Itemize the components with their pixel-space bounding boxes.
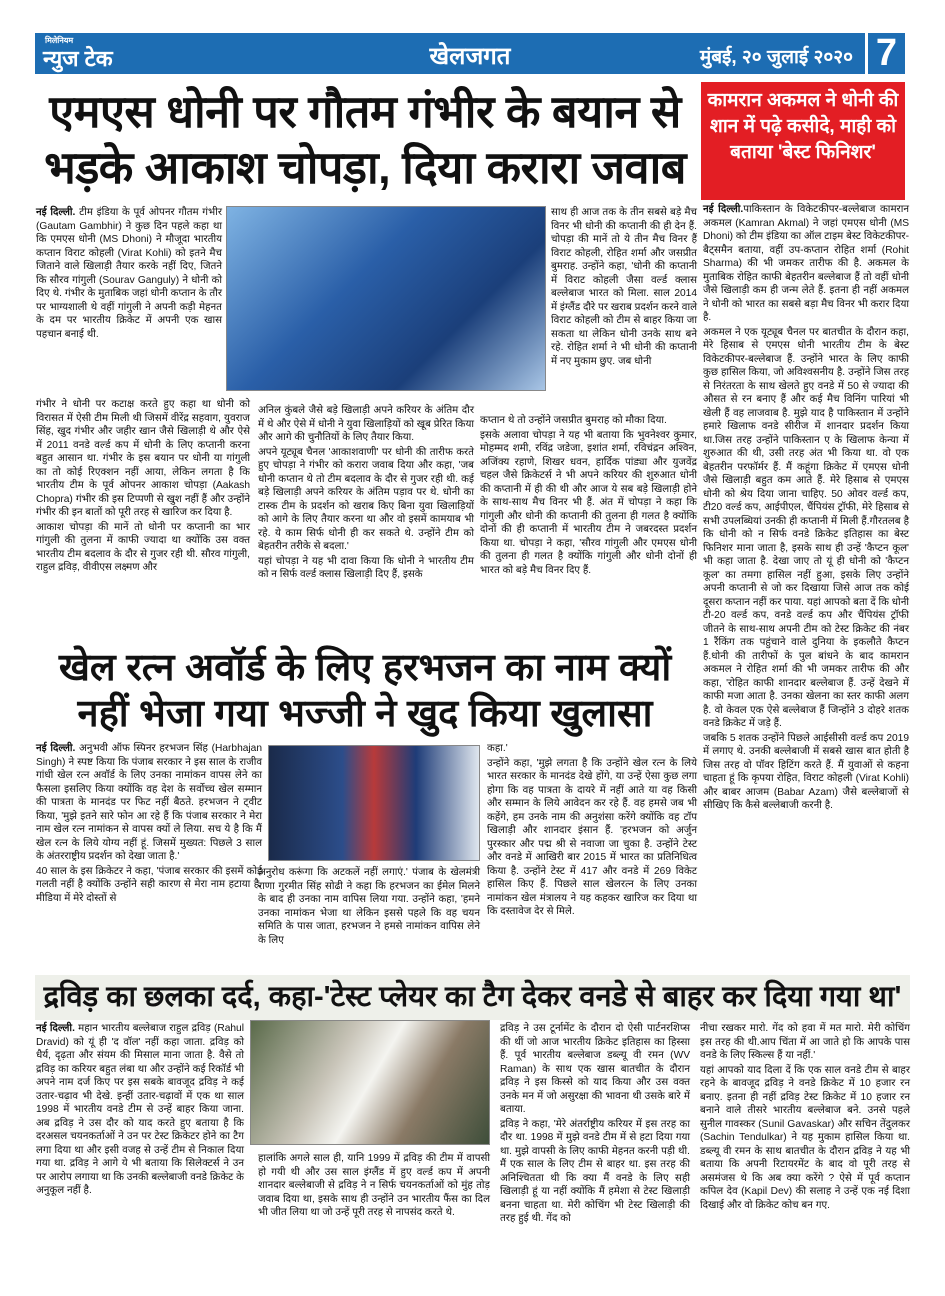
paragraph: द्रविड़ ने कहा, 'मेरे अंतर्राष्ट्रीय करियर में इस तरह का दौर था. 1998 में मुझे वनडे टीम में से हटा दिया गया था. मुझे वापसी के लिए काफी मेहनत करनी पड़ी थी. मैं एक साल के लिए टीम से बाहर था. इस तरह की अनिश्चितता थी कि क्या मैं वनडे के लिए सही खिलाड़ी हूं या नहीं क्योंकि मैं हमेशा से टेस्ट खिलाड़ी बनना चाहता था. मेरी कोचिंग भी टेस्ट खिलाड़ी की तरह हुई थी. गेंद को bbox=[500, 1118, 690, 1224]
paragraph: अनुभवी ऑफ स्पिनर हरभजन सिंह (Harbhajan Singh) ने स्पष्ट किया कि पंजाब सरकार ने इस साल के राजीव गांधी खेल रत्न अवॉर्ड के लिए उनका नामांकन वापस लेने का फैसला इसलिए किया क्योंकि वह देश के सर्वोच्च खेल सम्मान की पात्रता के मानदंड पर फिट नहीं बैठते. हरभजन ने ट्वीट किया, 'मुझे इतने सारे फोन आ रहे हैं कि पंजाब सरकार ने मेरा नाम खेल रत्न नामांकन से वापस क्यों ले लिया. सच ये है कि मैं खेल रत्न के लिये योग्य नहीं हूं. जिसमें मुख्यत: पिछले 3 साल के अंतरराष्ट्रीय प्रदर्शन को देखा जाता है.' bbox=[36, 743, 262, 862]
paragraph: महान भारतीय बल्लेबाज राहुल द्रविड़ (Rahul Dravid) को यूं ही 'द वॉल' नहीं कहा जाता. द्रविड़ को धैर्य, दृढ़ता और संयम की मिसाल माना जाता है. वैसे तो द्रविड़ का करियर बहुत लंबा था और उन्होंने कई रिकॉर्ड भी अपने नाम दर्ज किए पर इस सबके बावजूद द्रविड़ ने कई उतार-चढ़ाव भी देखे. इन्हीं उतार-चढ़ावों में एक था साल 1998 में भारतीय वनडे टीम से उन्हें बाहर किया जाना. अब द्रविड़ ने उस दौर को याद करते हुए बताया है कि दरअसल चयनकर्ताओं ने उन पर टेस्ट क्रिकेटर होने का टैग लगा दिया था और इसी वजह से उन्हें टीम से निकाल दिया गया था. द्रविड़ ने आगे ये भी बताया कि सिलेक्टर्स ने उन पर आरोप लगाया था कि उनकी बल्लेबाजी वनडे क्रिकेट के अनुकूल नहीं है. bbox=[36, 1023, 244, 1196]
paragraph: हालांकि अगले साल ही, यानि 1999 में द्रविड़ की टीम में वापसी हो गयी थी और उस साल इंग्लैंड में हुए वर्ल्ड कप में अपनी शानदार बल्लेबाजी से द्रविड़ ने न सिर्फ चयनकर्ताओं को मुंह तोड़ जवाब दिया था, इसके साथ ही उन्होंने उन भारतीय फैंस का दिल भी जीत लिया था जो उन्हें पूरी तरह से नापसंद करते थे. bbox=[258, 1153, 490, 1218]
sidebar-body bbox=[703, 203, 909, 814]
paragraph: द्रविड़ ने उस टूर्नामेंट के दौरान दो ऐसी पार्टनरशिप्स की थीं जो आज भारतीय क्रिकेट इतिहास का हिस्सा हैं. पूर्व भारतीय बल्लेबाज डब्ल्यू वी रमन (WV Raman) के साथ एक खास बातचीत के दौरान द्रविड़ ने इस किस्से को याद किया और उस वक्त उनके मन में जो असुरक्षा की भावना थी उसके बारे में बताया. bbox=[500, 1023, 690, 1115]
paragraph: अकमल ने एक यूट्यूब चैनल पर बातचीत के दौरान कहा, मेरे हिसाब से एमएस धोनी भारतीय टीम के बेस्ट विकेटकीपर-बल्लेबाज हैं. उन्होंने भारत के लिए काफी कुछ हासिल किया, जो अविश्वसनीय है. उन्होंने जिस तरह से निरंतरता के साथ खेलते हुए वनडे में 50 से ज्यादा की औसत से रन बनाए हैं और कई मैच विनिंग पारियां भी खेली हैं वह लाजवाब है. मुझे याद है पाकिस्तान में उन्होंने हमारे खिलाफ वनडे सीरीज में शानदार प्रदर्शन किया था.जिस तरह उन्होंने पाकिस्तान ए के खिलाफ केन्या में शुरुआत की थी, उसी तरह अंत भी किया था. वो एक बेहतरीन परफॉर्मर हैं. मैं कहूंगा क्रिकेट में एमएस धोनी जैसे खिलाड़ी बहुत कम आते हैं. मेरे हिसाब से एमएस धोनी को श्रेय दिया जाना चाहिए. 50 ओवर वर्ल्ड कप, टी20 वर्ल्ड कप, आईपीएल, चैंपियंस ट्रॉफी, मेरे हिसाब से सभी उपलब्धियां उनकी ही कप्तानी में मिली हैं.गौरतलब है कि धोनी को न सिर्फ वनडे क्रिकेट इतिहास का बेस्ट फिनिशर माना जाता है, इसके साथ ही उन्हें 'कैप्टन कूल' भी कहा जाता है. देखा जाए तो यूं ही धोनी को 'कैप्टन कूल' का तमगा हासिल नहीं हुआ, इसके लिए उन्होंने अपनी कप्तानी से जो कर दिखाया जिसे आज तक कोई दूसरा कप्तान नहीं कर पाया. यहां आपको बता दें कि धोनी टी-20 वर्ल्ड कप, वनडे वर्ल्ड कप और चैंपियंस ट्रॉफी जीतने के साथ-साथ अपनी टीम को टेस्ट क्रिकेट की नंबर 1 रैंकिंग तक पहुंचाने वाले दुनिया के इकलौते कैप्टन हैं.धोनी की तारीफों के पुल बांधने के बाद कामरान अकमल ने रोहित शर्मा की भी जमकर तारीफ की और कहा, 'रोहित काफी शानदार बल्लेबाज हैं. उन्हें देखने में काफी मजा आता है. उनका खेलना का स्तर काफी अलग है. वो केवल एक ऐसे बल्लेबाज हैं जिन्होंने 3 दोहरे शतक वनडे क्रिकेट में जड़े हैं. bbox=[703, 326, 909, 729]
dhoni-gambhir-photo bbox=[226, 206, 546, 391]
story2-col1 bbox=[36, 742, 262, 906]
paragraph: कप्तान थे तो उन्होंने जसप्रीत बुमराह को मौका दिया. bbox=[480, 415, 667, 426]
story3-col3 bbox=[500, 1022, 690, 1227]
story3-headline: द्रविड़ का छलका दर्द, कहा-'टेस्ट प्लेयर का टैग देकर वनडे से बाहर कर दिया गया था' bbox=[43, 981, 902, 1013]
headline-line: भड़के आकाश चोपड़ा, दिया करारा जवाब bbox=[44, 142, 686, 193]
paragraph: साथ ही आज तक के तीन सबसे बड़े मैच विनर भी धोनी की कप्तानी की ही देन हैं. चोपड़ा की मानें तो ये तीन मैच विनर हैं विराट कोहली, रोहित शर्मा और जसप्रीत बुमराह. उन्होंने कहा, 'धोनी की कप्तानी में विराट कोहली जैसा वर्ल्ड क्लास बल्लेबाज भारत को मिला. साल 2014 में इंग्लैंड दौरे पर खराब प्रदर्शन करने वाले विराट कोहली को टीम से बाहर किया जा सकता था लेकिन धोनी उनके साथ बने रहे. रोहित शर्मा ने भी धोनी की कप्तानी में नए मुकाम छुए. जब धोनी bbox=[551, 207, 697, 367]
paragraph: गंभीर ने धोनी पर कटाक्ष करते हुए कहा था धोनी को विरासत में ऐसी टीम मिली थी जिसमें वीरेंद्र सहवाग, युवराज सिंह, खुद गंभीर और जहीर खान जैसे खिलाड़ी थे और ऐसे में 2011 वनडे वर्ल्ड कप में धोनी के लिए कप्तानी करना बहुत आसान था. गंभीर के इस बयान पर धोनी या गांगुली का तो कोई रिएक्शन नहीं आया, लेकिन लगता है कि भारतीय टीम के पूर्व ओपनर आकाश चोपड़ा (Aakash Chopra) गंभीर की इस टिप्पणी से खुश नहीं हैं और उन्होंने गंभीर की इन बातों को पूरी तरह से खारिज कर दिया है. bbox=[36, 399, 250, 518]
dateline: नई दिल्ली. bbox=[36, 1023, 75, 1034]
paragraph: यहां चोपड़ा ने यह भी दावा किया कि धोनी ने भारतीय टीम को न सिर्फ वर्ल्ड क्लास खिलाड़ी दिए हैं, इसके bbox=[258, 555, 474, 580]
story2-col2 bbox=[258, 866, 480, 948]
dateline: नई दिल्ली. bbox=[36, 743, 76, 754]
story1-headline bbox=[35, 84, 695, 196]
brand-name: न्युज टेक bbox=[43, 46, 113, 71]
sidebar-headline: कामरान अकमल ने धोनी की शान में पढ़े कसीदे, माही को बताया 'बेस्ट फिनिशर' bbox=[707, 90, 899, 163]
paragraph: इसके अलावा चोपड़ा ने यह भी बताया कि भुवनेश्वर कुमार, मोहम्मद शमी, रविंद्र जडेजा, इशांत शर्मा, रविचंद्रन अश्विन, अजिंक्य रहाणे, शिखर धवन, हार्दिक पांड्या और युजवेंद्र चहल जैसे क्रिकेटर्स ने भी अपने करियर की शुरुआत धोनी की कप्तानी में ही की थी और आज ये सब बड़े खिलाड़ी होने के साथ-साथ मैच विनर भी हैं. अंत में चोपड़ा ने कहा कि गांगुली और धोनी की कप्तानी की तुलना ही गलत है क्योंकि दोनों की ही कप्तानी में भारतीय टीम ने जबरदस्त प्रदर्शन किया था. चोपड़ा ने कहा, 'सौरव गांगुली और एमएस धोनी की तुलना ही गलत है क्योंकि गांगुली और धोनी दोनों ही भारत को बड़े मैच विनर दिए हैं. bbox=[480, 429, 697, 576]
page-number: 7 bbox=[865, 33, 905, 74]
story3-col2 bbox=[258, 1152, 490, 1221]
paragraph: पाकिस्तान के विकेटकीपर-बल्लेबाज कामरान अकमल (Kamran Akmal) ने जहां एमएस धोनी (MS Dhoni) को टीम इंडिया का ऑल टाइम बेस्ट विकेटकीपर-बैट्समैन बताया, वहीं उप-कप्तान रोहित शर्मा (Rohit Sharma) की भी जमकर तारीफ की है. अकमल के मुताबिक रोहित काफी बेहतरीन बल्लेबाज हैं तो वहीं धोनी जैसे खिलाड़ी कम ही जन्म लेते हैं. इतना ही नहीं अकमल ने धोनी को भारत का सबसे बड़ा मैच विनर भी करार दिया है. bbox=[703, 204, 909, 323]
dravid-photo bbox=[250, 1020, 490, 1145]
dateline: नई दिल्ली. bbox=[703, 204, 744, 215]
paragraph: उन्होंने कहा, 'मुझे लगता है कि उन्होंने खेल रत्न के लिये भारत सरकार के मानदंड देखे होंगे, या उन्हें ऐसा कुछ लगा होगा कि वह पात्रता के दायरे में नहीं आते या वह किसी और सम्मान के लिये आवेदन कर रहे हैं. वह हमसे जब भी कहेंगे, हम उनके नाम की अनुशंसा करेंगे क्योंकि वह टॉप खिलाड़ी और शानदार इंसान हैं. 'हरभजन को अर्जुन पुरस्कार और पद्म श्री से नवाजा जा चुका है. उन्होंने टेस्ट और वनडे में आखिरी बार 2015 में भारत का प्रतिनिधित्व किया है. उन्होंने टेस्ट में 417 और वनडे में 269 विकेट हासिल किए हैं. पिछले साल खेलरत्न के लिए उनका नामांकन खेल मंत्रालय ने यह कहकर खारिज कर दिया था कि दस्तावेज देर से मिले. bbox=[487, 757, 697, 917]
masthead bbox=[35, 33, 905, 74]
story1-col3-bottom bbox=[480, 414, 697, 578]
story1-col1-top bbox=[36, 206, 222, 342]
story2-headline bbox=[35, 645, 695, 737]
headline-line: नहीं भेजा गया भज्जी ने खुद किया खुलासा bbox=[77, 693, 653, 735]
paragraph: अपने यूट्यूब चैनल 'आकाशवाणी' पर धोनी की तारीफ करते हुए चोपड़ा ने गंभीर को करारा जवाब दिया और कहा, 'जब धोनी कप्तान थे तो टीम बदलाव के दौर से गुजर रही थी. कई बड़े खिलाड़ी अपने करियर के अंतिम पड़ाव पर थे. धोनी का टास्क टीम के प्रदर्शन को खराब किए बिना युवा खिलाड़ियों को आगे के लिए तैयार करना था और वो इसमें कामयाब भी रहे. ये काम सिर्फ धोनी ही कर सकते थे. उन्होंने टीम को बेहतरीन तरीके से बदला.' bbox=[258, 446, 474, 552]
section-title: खेलजगत bbox=[429, 43, 511, 70]
harbhajan-photo bbox=[268, 745, 480, 861]
story3-col1 bbox=[36, 1022, 244, 1199]
paragraph: अनुरोध करूंगा कि अटकलें नहीं लगाएं.' पंजाब के खेलमंत्री राणा गुरमीत सिंह सोढी ने कहा कि हरभजन का ईमेल मिलने के बाद ही उनका नाम वापिस लिया गया. उन्होंने कहा, 'हमने उनका नामांकन भेजा था लेकिन इससे पहले कि वह चयन समिति के पास जाता, हरभजन ने हमसे नामांकन वापिस लेने के लिए bbox=[258, 867, 480, 946]
headline-line: खेल रत्न अवॉर्ड के लिए हरभजन का नाम क्यों bbox=[58, 647, 672, 689]
paragraph: 40 साल के इस क्रिकेटर ने कहा, 'पंजाब सरकार की इसमें कोई गलती नहीं है क्योंकि उन्होंने सही कारण से मेरा नाम हटाया है. मीडिया में मेरे दोस्तों से bbox=[36, 865, 262, 904]
dateline: नई दिल्ली. bbox=[36, 207, 76, 218]
story1-col3-top bbox=[551, 206, 697, 369]
story1-col2 bbox=[258, 404, 474, 583]
brand-tagline: मिलेनियम bbox=[45, 36, 74, 45]
paragraph: यहां आपको याद दिला दें कि एक साल वनडे टीम से बाहर रहने के बावजूद द्रविड़ ने वनडे क्रिकेट में 10 हजार रन बनाए. इतना ही नहीं द्रविड़ टेस्ट क्रिकेट में 10 हजार रन बनाने वाले तीसरे भारतीय बल्लेबाज बने. उनसे पहले सुनील गावस्कर (Sunil Gavaskar) और सचिन तेंदुलकर (Sachin Tendulkar) ने यह मुकाम हासिल किया था. डब्ल्यू वी रमन के साथ बातचीत के दौरान द्रविड़ ने यह भी बताया कि अपनी रिटायरमेंट के बाद वो पूरी तरह से असमंजस थे कि अब क्या करेंगे ? ऐसे में पूर्व कप्तान कपिल देव (Kapil Dev) की सलाह ने उन्हें एक नई दिशा दिखाई और वो क्रिकेट कोच बन गए. bbox=[700, 1064, 910, 1211]
headline-line: एमएस धोनी पर गौतम गंभीर के बयान से bbox=[49, 86, 681, 137]
paragraph: नीचा रखकर मारो. गेंद को हवा में मत मारो. मेरी कोचिंग इस तरह की थी.आप चिंता में आ जाते हो कि आपके पास वनडे के लिए स्किल्स हैं या नहीं.' bbox=[700, 1023, 910, 1061]
paragraph: टीम इंडिया के पूर्व ओपनर गौतम गंभीर (Gautam Gambhir) ने कुछ दिन पहले कहा था कि एमएस धोनी (MS Dhoni) ने मौजूदा भारतीय कप्तान विराट कोहली (Virat Kohli) को इतने मैच जिताने वाले खिलाड़ी तैयार करके नहीं दिए, जितने कि सौरव गांगुली (Sourav Ganguly) ने धोनी को दिए थे. गंभीर के मुताबिक जहां धोनी कप्तान के तौर पर भाग्यशाली थे वहीं गांगुली ने अपनी कड़ी मेहनत के दम पर भारतीय क्रिकेट में अपनी एक खास पहचान बनाई थी. bbox=[36, 207, 222, 340]
story1-col1-bottom bbox=[36, 398, 250, 576]
story3-headline-bar bbox=[35, 975, 910, 1020]
paragraph: अनिल कुंबले जैसे बड़े खिलाड़ी अपने करियर के अंतिम दौर में थे और ऐसे में धोनी ने युवा खिलाड़ियों को खूब प्रेरित किया और आगे की चुनौतियों के लिए तैयार किया. bbox=[258, 405, 475, 443]
issue-date: मुंबई, २० जुलाई २०२० bbox=[699, 47, 853, 68]
paragraph: कहा.' bbox=[487, 743, 508, 754]
story3-col4 bbox=[700, 1022, 910, 1213]
sidebar-headline-box bbox=[701, 82, 905, 200]
paragraph: जबकि 5 शतक उन्होंने पिछले आईसीसी वर्ल्ड कप 2019 में लगाए थे. उनकी बल्लेबाजी में सबसे खास बात होती है जिस तरह वो पॉवर हिटिंग करते हैं. मैं युवाओं से कहना चाहता हूं कि कृपया रोहित, विराट कोहली (Virat Kohli) और बाबर आजम (Babar Azam) जैसे बल्लेबाजों से सीखिए कि कैसे बल्लेबाजी करनी है. bbox=[703, 732, 909, 811]
story2-col3 bbox=[487, 742, 697, 920]
paragraph: आकाश चोपड़ा की मानें तो धोनी पर कप्तानी का भार गांगुली की तुलना में काफी ज्यादा था क्योंकि उस वक्त भारतीय टीम बदलाव के दौर से गुजर रही थी. सौरव गांगुली, राहुल द्रविड़, वीवीएस लक्ष्मण और bbox=[36, 521, 250, 573]
